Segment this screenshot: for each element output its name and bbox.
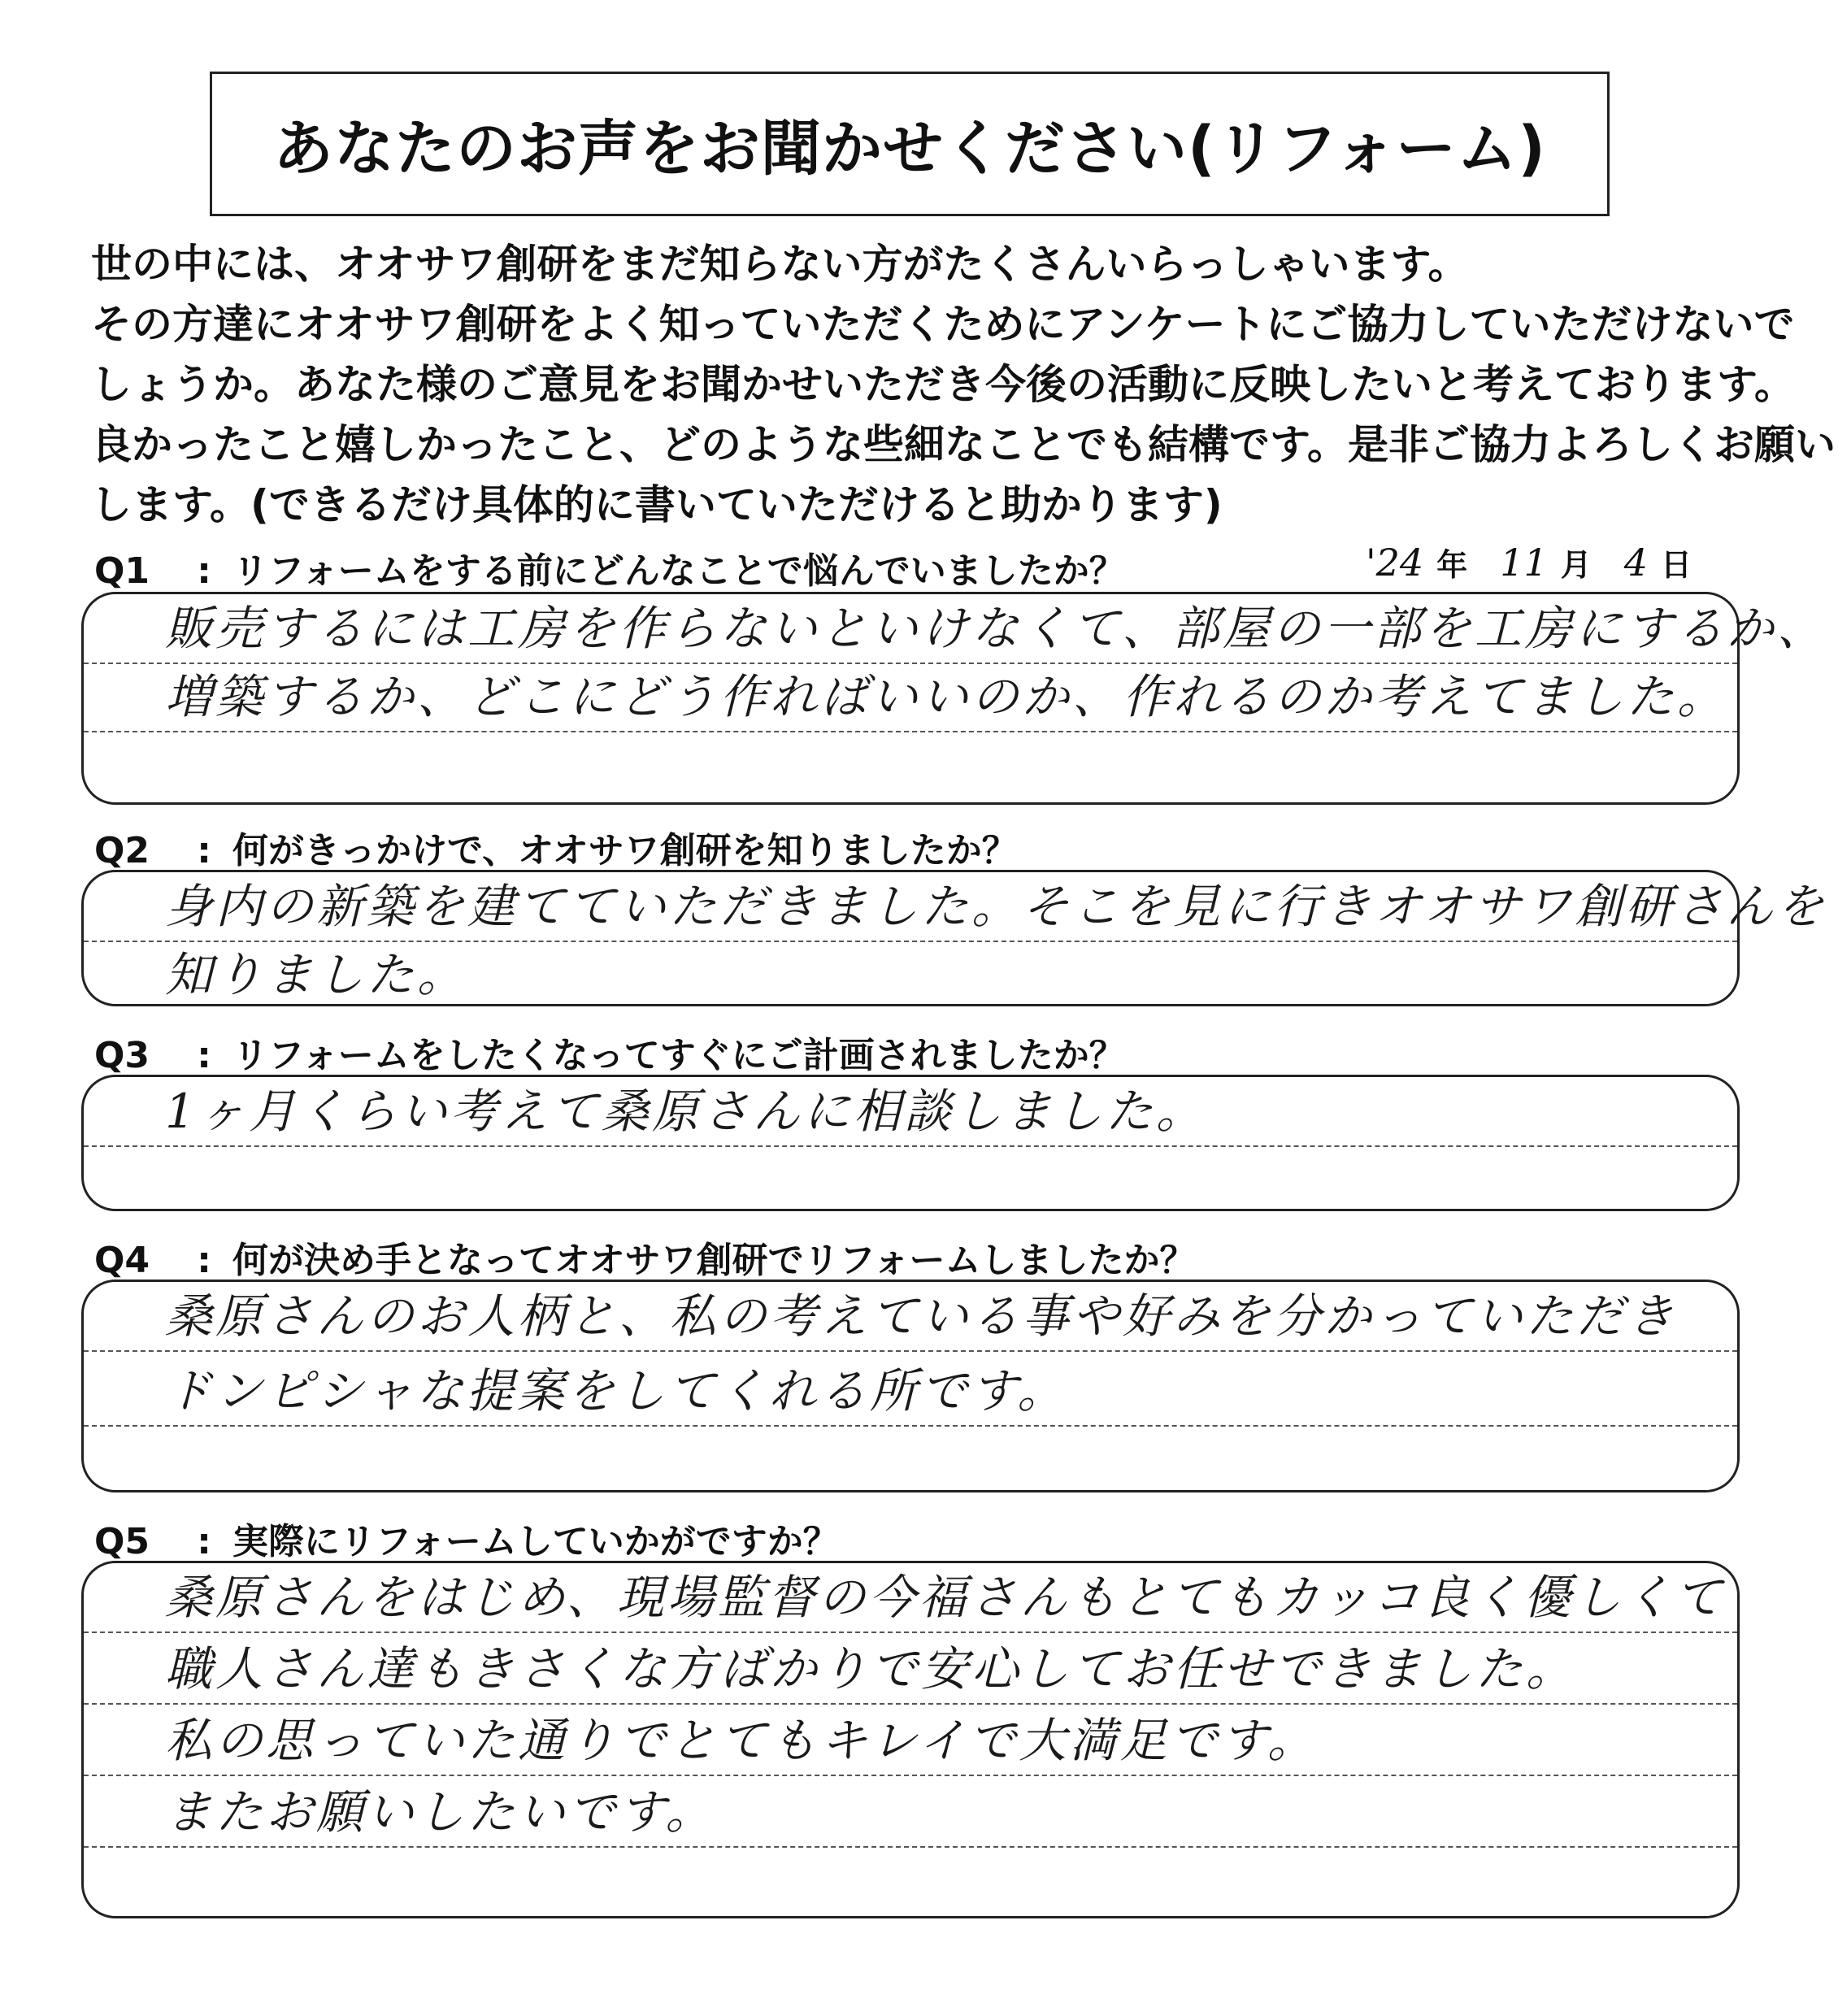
answer-line [84,941,1737,1009]
answer-text: 増築するか、どこにどう作ればいいのか、作れるのか考えてました。 [165,669,1728,724]
answer-text: 桑原さんをはじめ、現場監督の今福さんもとてもカッコ良く優しくて [165,1570,1726,1625]
date-year-unit: 年 [1436,547,1468,583]
question-number: Q2 [94,830,150,871]
answer-text: 職人さん達もきさくな方ばかりで安心してお任せできました。 [165,1641,1577,1697]
answer-line [84,1357,1737,1427]
intro-line: しょうか。あなた様のご意見をお聞かせいただき今後の活動に反映したいと考えております。 [91,361,1795,408]
date-day-unit: 日 [1661,547,1692,583]
date-month: 11 [1500,541,1548,584]
question-number: Q3 [94,1035,150,1076]
question-number: Q5 [94,1521,150,1562]
answer-line [84,1635,1737,1705]
page-title: あなたのお声をお聞かせください(リフォーム) [273,114,1546,184]
question-text: リフォームをする前にどんなことで悩んでいましたか？ [232,550,1125,592]
question-text: 実際にリフォームしていかがですか？ [232,1521,839,1562]
date-field[interactable] [1366,540,1692,584]
question-separator: : [197,1521,211,1562]
date-day: 4 [1623,541,1649,584]
answer-box-5[interactable] [81,1561,1740,1918]
question-5 [94,1512,839,1564]
answer-text: 1ヶ月くらい考えて桑原さんに相談しました。 [165,1084,1206,1139]
intro-line: します。(できるだけ具体的に書いていただけると助かります) [91,481,1223,528]
answer-box-1[interactable] [81,592,1827,805]
answer-line [84,872,1827,942]
answer-box-3[interactable] [81,1075,1740,1211]
answer-text: 知りました。 [165,947,468,1002]
question-separator: : [197,1240,211,1281]
question-4 [94,1231,1195,1283]
intro-line: その方達にオオサワ創研をよく知っていただくためにアンケートにご協力していただけないで [91,301,1795,348]
answer-text: 販売するには工房を作らないといけなくて、部屋の一部を工房にするか、 [165,601,1827,656]
question-separator: : [197,1035,211,1076]
question-separator: : [197,550,211,592]
answer-text: 私の思っていた通りでとてもキレイで大満足です。 [165,1713,1318,1768]
answer-text: 桑原さんのお人柄と、私の考えている事や好みを分かっていただき [165,1288,1678,1344]
question-text: 何がきっかけで、オオサワ創研を知りましたか？ [232,830,1018,871]
answer-line [84,663,1737,732]
question-text: 何が決め手となってオオサワ創研でリフォームしましたか？ [232,1240,1196,1281]
question-number: Q1 [94,550,150,592]
answer-text: またお願いしたいです。 [165,1784,716,1840]
question-1 [94,541,1125,593]
question-number: Q4 [94,1240,150,1281]
question-3 [94,1026,1125,1078]
intro-line: 世の中には、オオサワ創研をまだ知らない方がたくさんいらっしゃいます。 [91,241,1469,288]
answer-line [84,1706,1737,1776]
question-text: リフォームをしたくなってすぐにご計画されましたか？ [232,1035,1125,1076]
date-year: '24 [1366,541,1424,584]
answer-line [84,1778,1737,1848]
date-month-unit: 月 [1560,547,1592,583]
answer-box-4[interactable] [81,1280,1740,1492]
answer-text: 身内の新築を建てていただきました。そこを見に行きオオサワ創研さんを [165,879,1827,934]
question-separator: : [197,830,211,871]
answer-line [84,1077,1737,1147]
question-2 [94,821,1018,873]
answer-text: ドンピシャな提案をしてくれる所です。 [165,1363,1068,1419]
intro-text [91,234,1836,535]
answer-line [84,594,1827,664]
intro-line: 良かったこと嬉しかったこと、どのような些細なことでも結構です。是非ご協力よろしくお願い [91,421,1836,468]
answer-line [84,1282,1737,1352]
answer-line [84,1563,1737,1633]
answer-box-2[interactable] [81,870,1827,1006]
title-box [210,72,1610,216]
